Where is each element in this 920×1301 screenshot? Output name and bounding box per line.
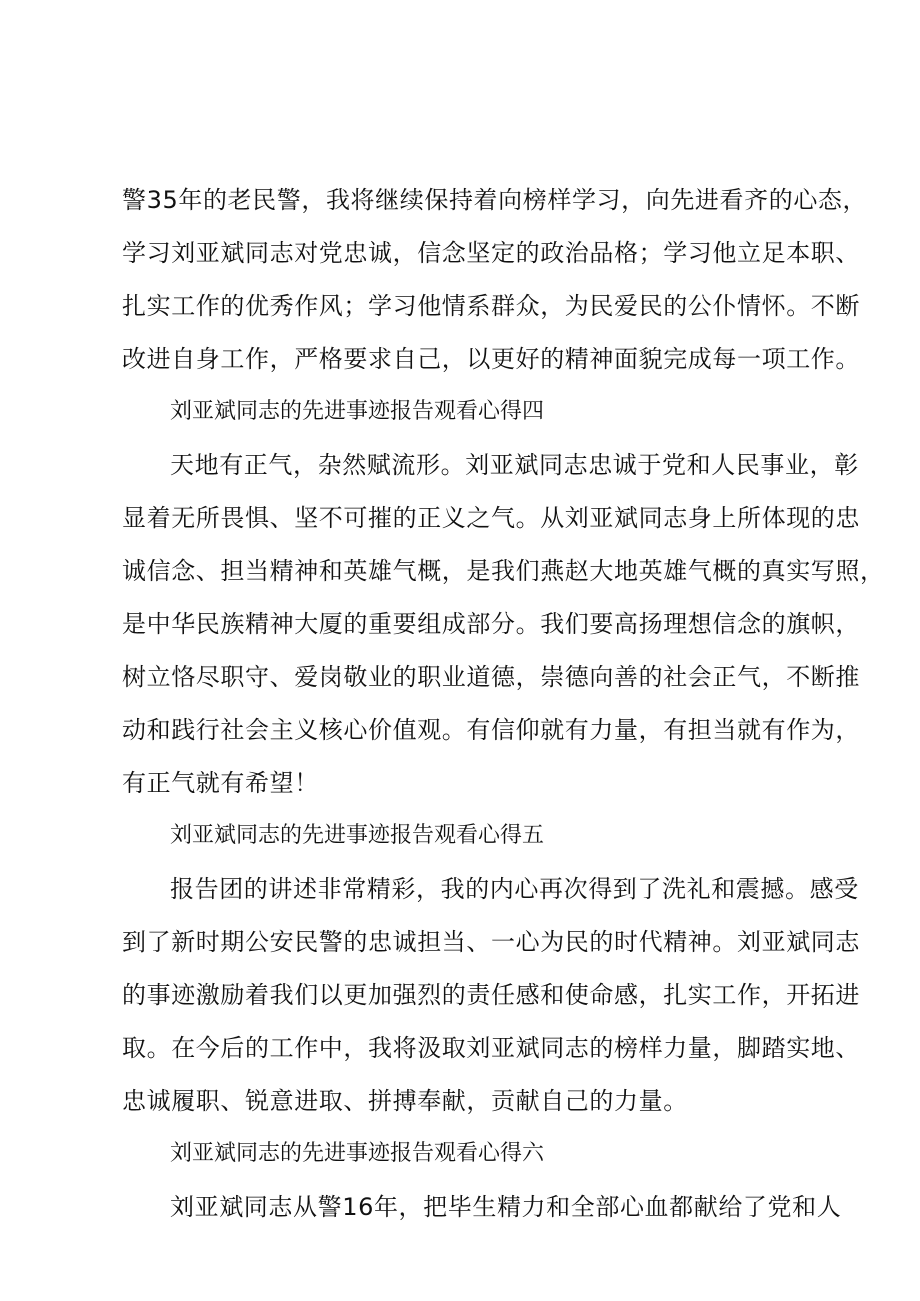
- body-text-line: 报告团的讲述非常精彩，我的内心再次得到了洗礼和震撼。感受: [170, 875, 859, 903]
- body-text-line: 是中华民族精神大厦的重要组成部分。我们要高扬理想信念的旗帜，: [122, 610, 860, 638]
- body-text-line: 有正气就有希望！: [122, 769, 319, 797]
- body-text-line: 树立恪尽职守、爱岗敬业的职业道德，崇德向善的社会正气，不断推: [122, 663, 860, 691]
- body-text-line: 警35年的老民警，我将继续保持着向榜样学习，向先进看齐的心态，: [122, 186, 868, 214]
- body-text-line: 忠诚履职、锐意进取、拼搏奉献，贡献自己的力量。: [122, 1087, 688, 1115]
- body-text-line: 诚信念、担当精神和英雄气概，是我们燕赵大地英雄气概的真实写照，: [122, 557, 885, 585]
- body-text-line: 的事迹激励着我们以更加强烈的责任感和使命感，扎实工作，开拓进: [122, 981, 860, 1009]
- body-text-line: 取。在今后的工作中，我将汲取刘亚斌同志的榜样力量，脚踏实地、: [122, 1034, 860, 1062]
- body-text-line: 改进自身工作，严格要求自己，以更好的精神面貌完成每一项工作。: [122, 345, 860, 373]
- body-text-line: 显着无所畏惧、坚不可摧的正义之气。从刘亚斌同志身上所体现的忠: [122, 504, 860, 532]
- body-text-line: 刘亚斌同志从警16年，把毕生精力和全部心血都献给了党和人: [170, 1193, 842, 1221]
- body-text-line: 动和践行社会主义核心价值观。有信仰就有力量，有担当就有作为，: [122, 716, 860, 744]
- section-heading: 刘亚斌同志的先进事迹报告观看心得四: [170, 399, 545, 424]
- body-text-line: 天地有正气，杂然赋流形。刘亚斌同志忠诚于党和人民事业，彰: [170, 451, 859, 479]
- section-heading: 刘亚斌同志的先进事迹报告观看心得六: [170, 1141, 545, 1166]
- body-text-line: 到了新时期公安民警的忠诚担当、一心为民的时代精神。刘亚斌同志: [122, 928, 860, 956]
- body-text-line: 学习刘亚斌同志对党忠诚，信念坚定的政治品格；学习他立足本职、: [122, 239, 860, 267]
- section-heading: 刘亚斌同志的先进事迹报告观看心得五: [170, 823, 545, 848]
- body-text-line: 扎实工作的优秀作风；学习他情系群众，为民爱民的公仆情怀。不断: [122, 292, 860, 320]
